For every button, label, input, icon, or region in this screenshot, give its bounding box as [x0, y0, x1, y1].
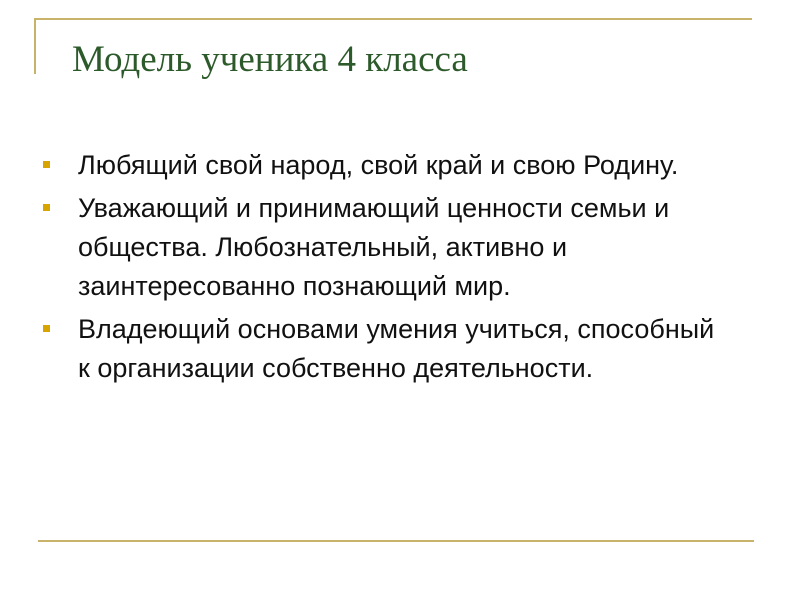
- top-decorative-rule: [34, 18, 752, 20]
- bullet-text: Уважающий и принимающий ценности семьи и общества. Любознательный, активно и заинтересованно познающий мир.: [78, 193, 670, 301]
- bullet-text: Владеющий основами умения учиться, способный к организации собственно деятельности.: [78, 314, 715, 383]
- bullet-text: Любящий свой народ, свой край и свою Родину.: [78, 150, 679, 180]
- left-decorative-rule: [34, 18, 36, 74]
- bullet-item: [42, 146, 722, 185]
- square-bullet-icon: [43, 204, 50, 211]
- square-bullet-icon: [43, 161, 50, 168]
- bullet-list: [42, 146, 722, 392]
- bullet-item: [42, 189, 722, 306]
- bottom-decorative-rule: [38, 540, 754, 542]
- bullet-item: [42, 310, 722, 388]
- slide-title: Модель ученика 4 класса: [72, 39, 468, 80]
- square-bullet-icon: [43, 325, 50, 332]
